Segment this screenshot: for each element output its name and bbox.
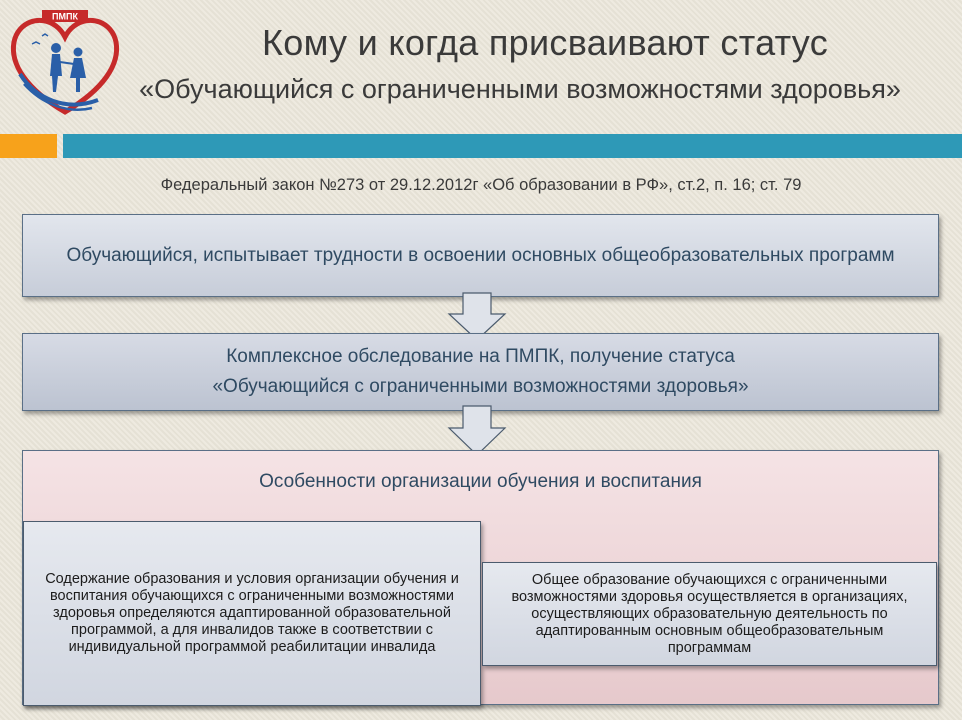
- accent-bar-orange: [0, 134, 57, 158]
- step3-right-text: Общее образование обучающихся с ограниченными возможностями здоровья осуществляется в организациях, осуществляющих образовательную деятельность по адаптированным основным общеобразовательным программам: [511, 571, 908, 656]
- step3-title: Особенности организации обучения и воспитания: [259, 471, 702, 492]
- ppmk-heart-children-logo-icon: [6, 4, 124, 122]
- step3-left-text: Содержание образования и условия организации обучения и воспитания обучающихся с ограниченными возможностями здоровья определяются адаптированной образовательной программой, а для инвалидов также в соответствии с индивидуальной программой реабилитации инвалида: [45, 571, 459, 655]
- step2-box: [22, 333, 939, 411]
- accent-bar-teal: [63, 134, 962, 158]
- step3-left-card: [23, 521, 481, 706]
- law-reference: Федеральный закон №273 от 29.12.2012г «Об образовании в РФ», ст.2, п. 16; ст. 79: [160, 176, 802, 194]
- step2-text-line1: Комплексное обследование на ПМПК, получение статуса: [226, 346, 735, 367]
- step3-right-card: [482, 562, 937, 666]
- slide-subtitle: «Обучающийся с ограниченными возможностями здоровья»: [139, 74, 901, 104]
- step2-text-line2: «Обучающийся с ограниченными возможностями здоровья»: [212, 376, 749, 397]
- logo-label: ПМПК: [52, 11, 78, 22]
- slide-title: Кому и когда присваивают статус: [262, 22, 828, 63]
- step1-text: Обучающийся, испытывает трудности в освоении основных общеобразовательных программ: [66, 244, 895, 266]
- step1-box: [22, 214, 939, 297]
